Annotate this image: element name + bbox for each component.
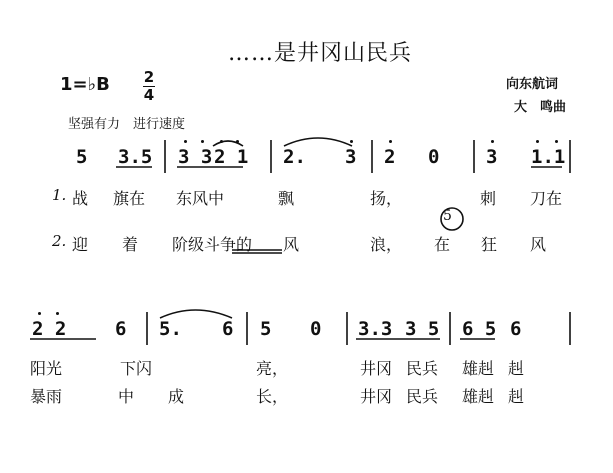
lyric: 民兵 xyxy=(406,387,439,406)
lyric: 暴雨 xyxy=(30,387,63,406)
lyric: 中 xyxy=(118,387,135,406)
lyric: 亮， xyxy=(256,359,289,378)
note: 1.1 xyxy=(531,146,566,168)
note: 3.3 xyxy=(358,318,393,340)
composer-credit: 大 鸣曲 xyxy=(514,100,567,115)
note: 2 2 xyxy=(32,318,67,340)
lyric: 战 xyxy=(72,189,89,208)
octave-dot xyxy=(389,140,392,143)
note: 3.5 xyxy=(118,146,153,168)
lyric: 雄赳 xyxy=(462,387,495,406)
lyric: 飘 xyxy=(278,189,295,208)
tie xyxy=(160,310,232,318)
lyric: 阶级斗争的 xyxy=(172,235,253,254)
tempo-marking: 坚强有力 进行速度 xyxy=(68,117,186,132)
note: 3 xyxy=(486,146,498,168)
lyric: 赳 xyxy=(508,387,525,406)
note: 6 xyxy=(510,318,522,340)
note: 3 xyxy=(345,146,357,168)
lyric: 阳光 xyxy=(30,359,63,378)
octave-dot xyxy=(201,140,204,143)
measure-number: 5 xyxy=(443,208,452,224)
note: 6 xyxy=(115,318,127,340)
lyric: 井冈 xyxy=(360,359,393,378)
lyric: 旗在 xyxy=(113,189,146,208)
lyric: 狂 xyxy=(481,235,498,254)
octave-dot xyxy=(236,140,239,143)
octave-dot xyxy=(184,140,187,143)
note: 6 5 xyxy=(462,318,497,340)
lyric: 井冈 xyxy=(360,387,393,406)
lyric: 风 xyxy=(530,235,547,254)
octave-dot xyxy=(536,140,539,143)
note: 0 xyxy=(310,318,322,340)
time-signature-bottom: 4 xyxy=(143,86,155,104)
octave-dot xyxy=(220,140,223,143)
note: 2. xyxy=(283,146,306,168)
lyric: 赳 xyxy=(508,359,525,378)
note: 5 xyxy=(76,146,88,168)
lyric: 民兵 xyxy=(406,359,439,378)
lyric: 刺 xyxy=(480,189,497,208)
lyric: 成 xyxy=(168,387,185,406)
lyric: 着 xyxy=(122,235,139,254)
key-signature: 1=♭B xyxy=(60,74,110,95)
lyric: 浪， xyxy=(370,235,403,254)
lyric: 长， xyxy=(256,387,289,406)
octave-dot xyxy=(350,140,353,143)
verse-number: 2. xyxy=(52,232,67,250)
lyric: 下闪 xyxy=(120,359,153,378)
lyric: 刀在 xyxy=(530,189,563,208)
note: 5 xyxy=(260,318,272,340)
note: 2 xyxy=(384,146,396,168)
song-title: ……是井冈山民兵 xyxy=(228,41,413,66)
time-signature-top: 2 xyxy=(143,68,155,86)
tie xyxy=(284,138,352,146)
lyric: 风 xyxy=(283,235,300,254)
lyric: 雄赳 xyxy=(462,359,495,378)
lyric: 迎 xyxy=(72,235,89,254)
octave-dot xyxy=(38,312,41,315)
octave-dot xyxy=(555,140,558,143)
verse-number: 1. xyxy=(52,186,67,204)
note: 3 3 xyxy=(178,146,213,168)
lyric: 扬， xyxy=(370,189,403,208)
note: 3 5 xyxy=(405,318,440,340)
lyric: 在 xyxy=(434,235,451,254)
octave-dot xyxy=(56,312,59,315)
note: 6 xyxy=(222,318,234,340)
lyric: 东风中 xyxy=(176,189,225,208)
octave-dot xyxy=(491,140,494,143)
note: 5. xyxy=(159,318,182,340)
lyricist-credit: 向东航词 xyxy=(506,77,559,92)
note: 0 xyxy=(428,146,440,168)
note: 2 1 xyxy=(214,146,249,168)
